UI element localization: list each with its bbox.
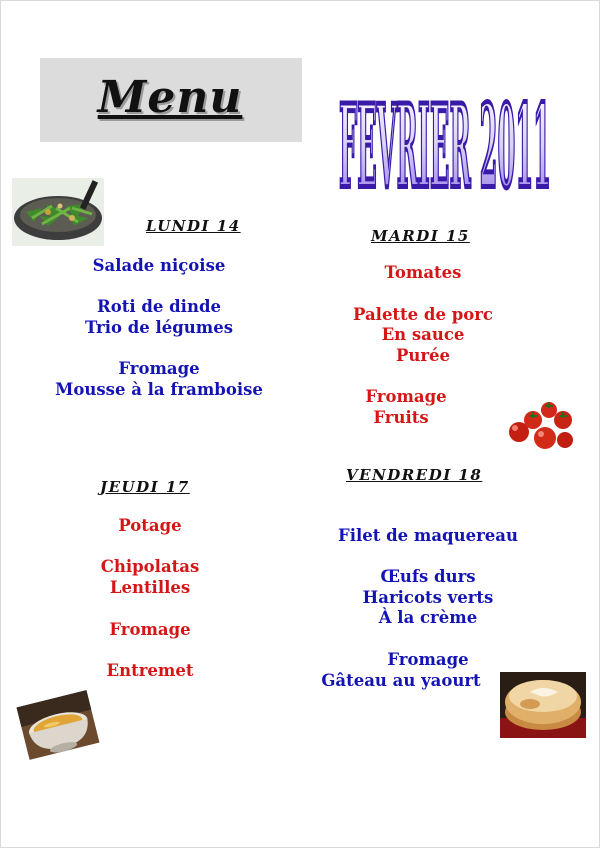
menu-item-mardi: Tomates — [384, 263, 462, 282]
menu-item-mardi: Fromage — [365, 387, 447, 406]
menu-item-vendredi: À la crème — [378, 608, 478, 627]
menu-item-lundi: Mousse à la framboise — [55, 380, 263, 399]
menu-item-vendredi: Filet de maquereau — [338, 526, 518, 545]
month-wordart — [330, 79, 560, 214]
menu-item-jeudi: Entremet — [106, 661, 194, 680]
menu-item-lundi: Salade niçoise — [92, 256, 226, 275]
menu-item-mardi: Purée — [395, 346, 451, 365]
month-text: FEVRIER 2011 — [339, 79, 551, 214]
day-heading-mardi: MARDI 15 — [371, 227, 470, 245]
menu-item-lundi: Fromage — [118, 359, 200, 378]
menu-item-lundi: Trio de légumes — [84, 318, 234, 337]
cake-photo — [500, 672, 586, 738]
soup-photo — [18, 690, 98, 760]
menu-title: Menu — [97, 72, 243, 123]
menu-item-vendredi: Gâteau au yaourt — [321, 671, 481, 690]
menu-item-vendredi: Œufs durs — [380, 567, 476, 586]
menu-item-mardi: Fruits — [373, 408, 429, 427]
day-heading-jeudi: JEUDI 17 — [100, 478, 190, 496]
salad-photo — [12, 178, 104, 246]
menu-item-jeudi: Potage — [118, 516, 182, 535]
tomatoes-photo — [505, 398, 577, 452]
menu-item-mardi: Palette de porc — [353, 305, 493, 324]
menu-item-vendredi: Fromage — [387, 650, 469, 669]
menu-item-vendredi: Haricots verts — [362, 588, 494, 607]
menu-item-mardi: En sauce — [381, 325, 465, 344]
menu-item-jeudi: Chipolatas — [100, 557, 200, 576]
day-heading-vendredi: VENDREDI 18 — [346, 466, 483, 484]
menu-item-lundi: Roti de dinde — [97, 297, 221, 316]
day-heading-lundi: LUNDI 14 — [146, 217, 241, 235]
menu-item-jeudi: Fromage — [109, 620, 191, 639]
menu-item-jeudi: Lentilles — [109, 578, 191, 597]
